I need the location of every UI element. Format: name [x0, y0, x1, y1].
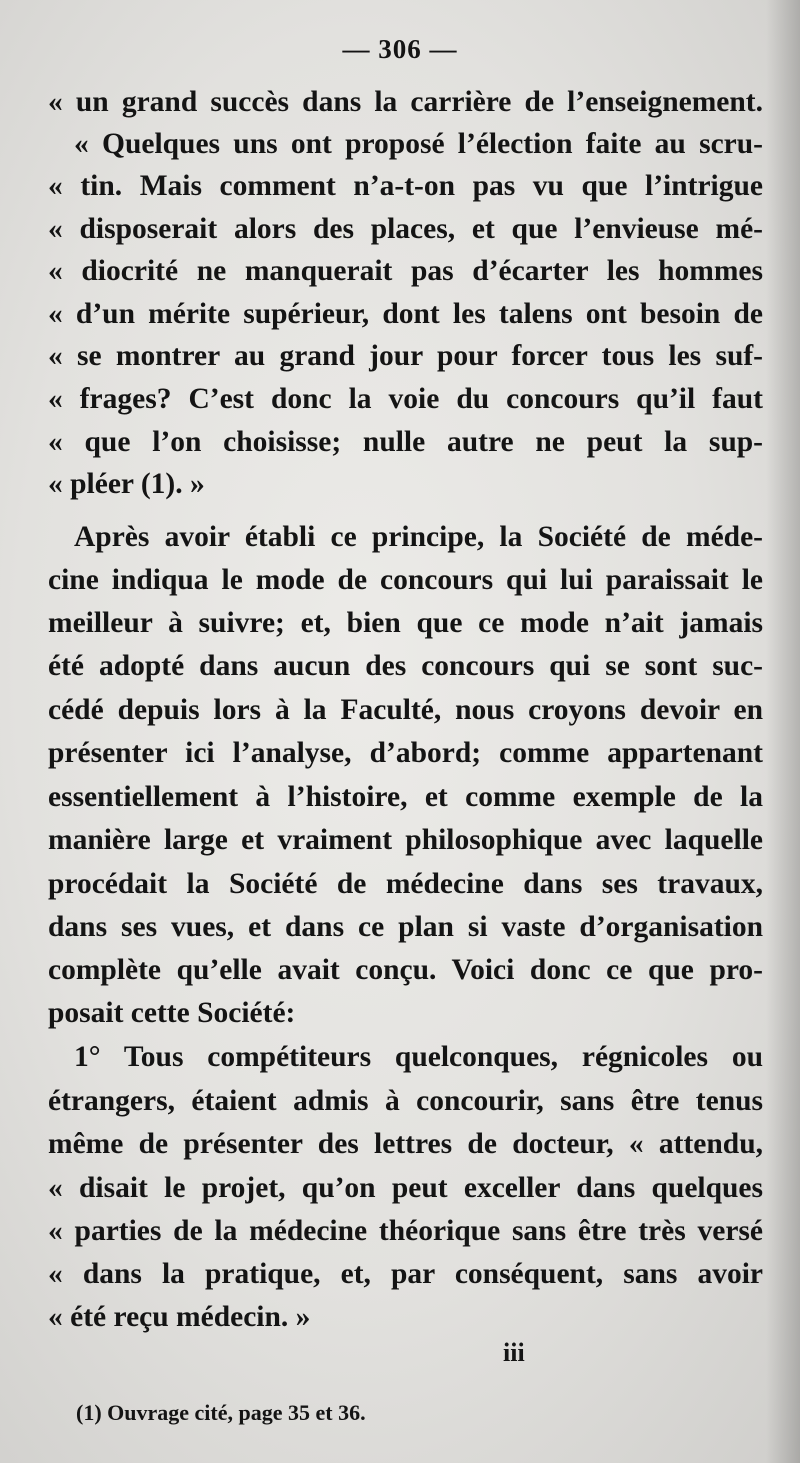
text-line: « que l’on choisisse; nulle autre ne peut la sup-	[48, 426, 763, 458]
text-line: dans ses vues, et dans ce plan si vaste d’organisation	[48, 911, 763, 943]
text-line: « diocrité ne manquerait pas d’écarter les hommes	[48, 255, 763, 287]
text-line: cine indiqua le mode de concours qui lui paraissait le	[48, 564, 763, 596]
text-line: « frages? C’est donc la voie du concours qu’il faut	[48, 383, 763, 415]
footnote: (1) Ouvrage cité, page 35 et 36.	[76, 1400, 366, 1425]
page-number: — 306 —	[342, 34, 458, 64]
text-line: « dans la pratique, et, par conséquent, sans avoir	[48, 1258, 763, 1290]
text-line: étrangers, étaient admis à concourir, sans être tenus	[48, 1085, 763, 1117]
text-line: complète qu’elle avait conçu. Voici donc ce que pro-	[48, 954, 763, 986]
text-line: « un grand succès dans la carrière de l’enseignement.	[48, 86, 763, 118]
text-line: même de présenter des lettres de docteur, « attendu,	[48, 1128, 763, 1160]
text-line: cédé depuis lors à la Faculté, nous croyons devoir en	[48, 694, 763, 726]
text-line: été adopté dans aucun des concours qui se sont suc-	[48, 650, 763, 682]
text-line: « d’un mérite supérieur, dont les talens ont besoin de	[48, 298, 763, 330]
text-line: meilleur à suivre; et, bien que ce mode n’ait jamais	[48, 607, 763, 639]
text-line: « tin. Mais comment n’a-t-on pas vu que l’intrigue	[48, 170, 763, 202]
text-line: « se montrer au grand jour pour forcer tous les suf-	[48, 340, 763, 372]
page-edge-shadow	[766, 0, 800, 1463]
text-line: 1° Tous compétiteurs quelconques, régnicoles ou	[74, 1041, 763, 1073]
text-line: posait cette Société:	[48, 997, 296, 1029]
text-line: « parties de la médecine théorique sans être très versé	[48, 1215, 763, 1247]
text-line: « disposerait alors des places, et que l’envieuse mé-	[48, 213, 763, 245]
text-line: « pléer (1). »	[48, 468, 205, 500]
text-line: Après avoir établi ce principe, la Société de méde-	[74, 521, 763, 553]
signature-mark: iii	[503, 1338, 525, 1367]
text-line: présenter ici l’analyse, d’abord; comme appartenant	[48, 737, 763, 769]
text-line: « été reçu médecin. »	[48, 1301, 311, 1333]
text-line: procédait la Société de médecine dans ses travaux,	[48, 868, 763, 900]
text-line: « disait le projet, qu’on peut exceller dans quelques	[48, 1172, 763, 1204]
text-line: essentiellement à l’histoire, et comme exemple de la	[48, 781, 763, 813]
text-line: « Quelques uns ont proposé l’élection faite au scru-	[74, 128, 763, 160]
text-line: manière large et vraiment philosophique avec laquelle	[48, 824, 763, 856]
